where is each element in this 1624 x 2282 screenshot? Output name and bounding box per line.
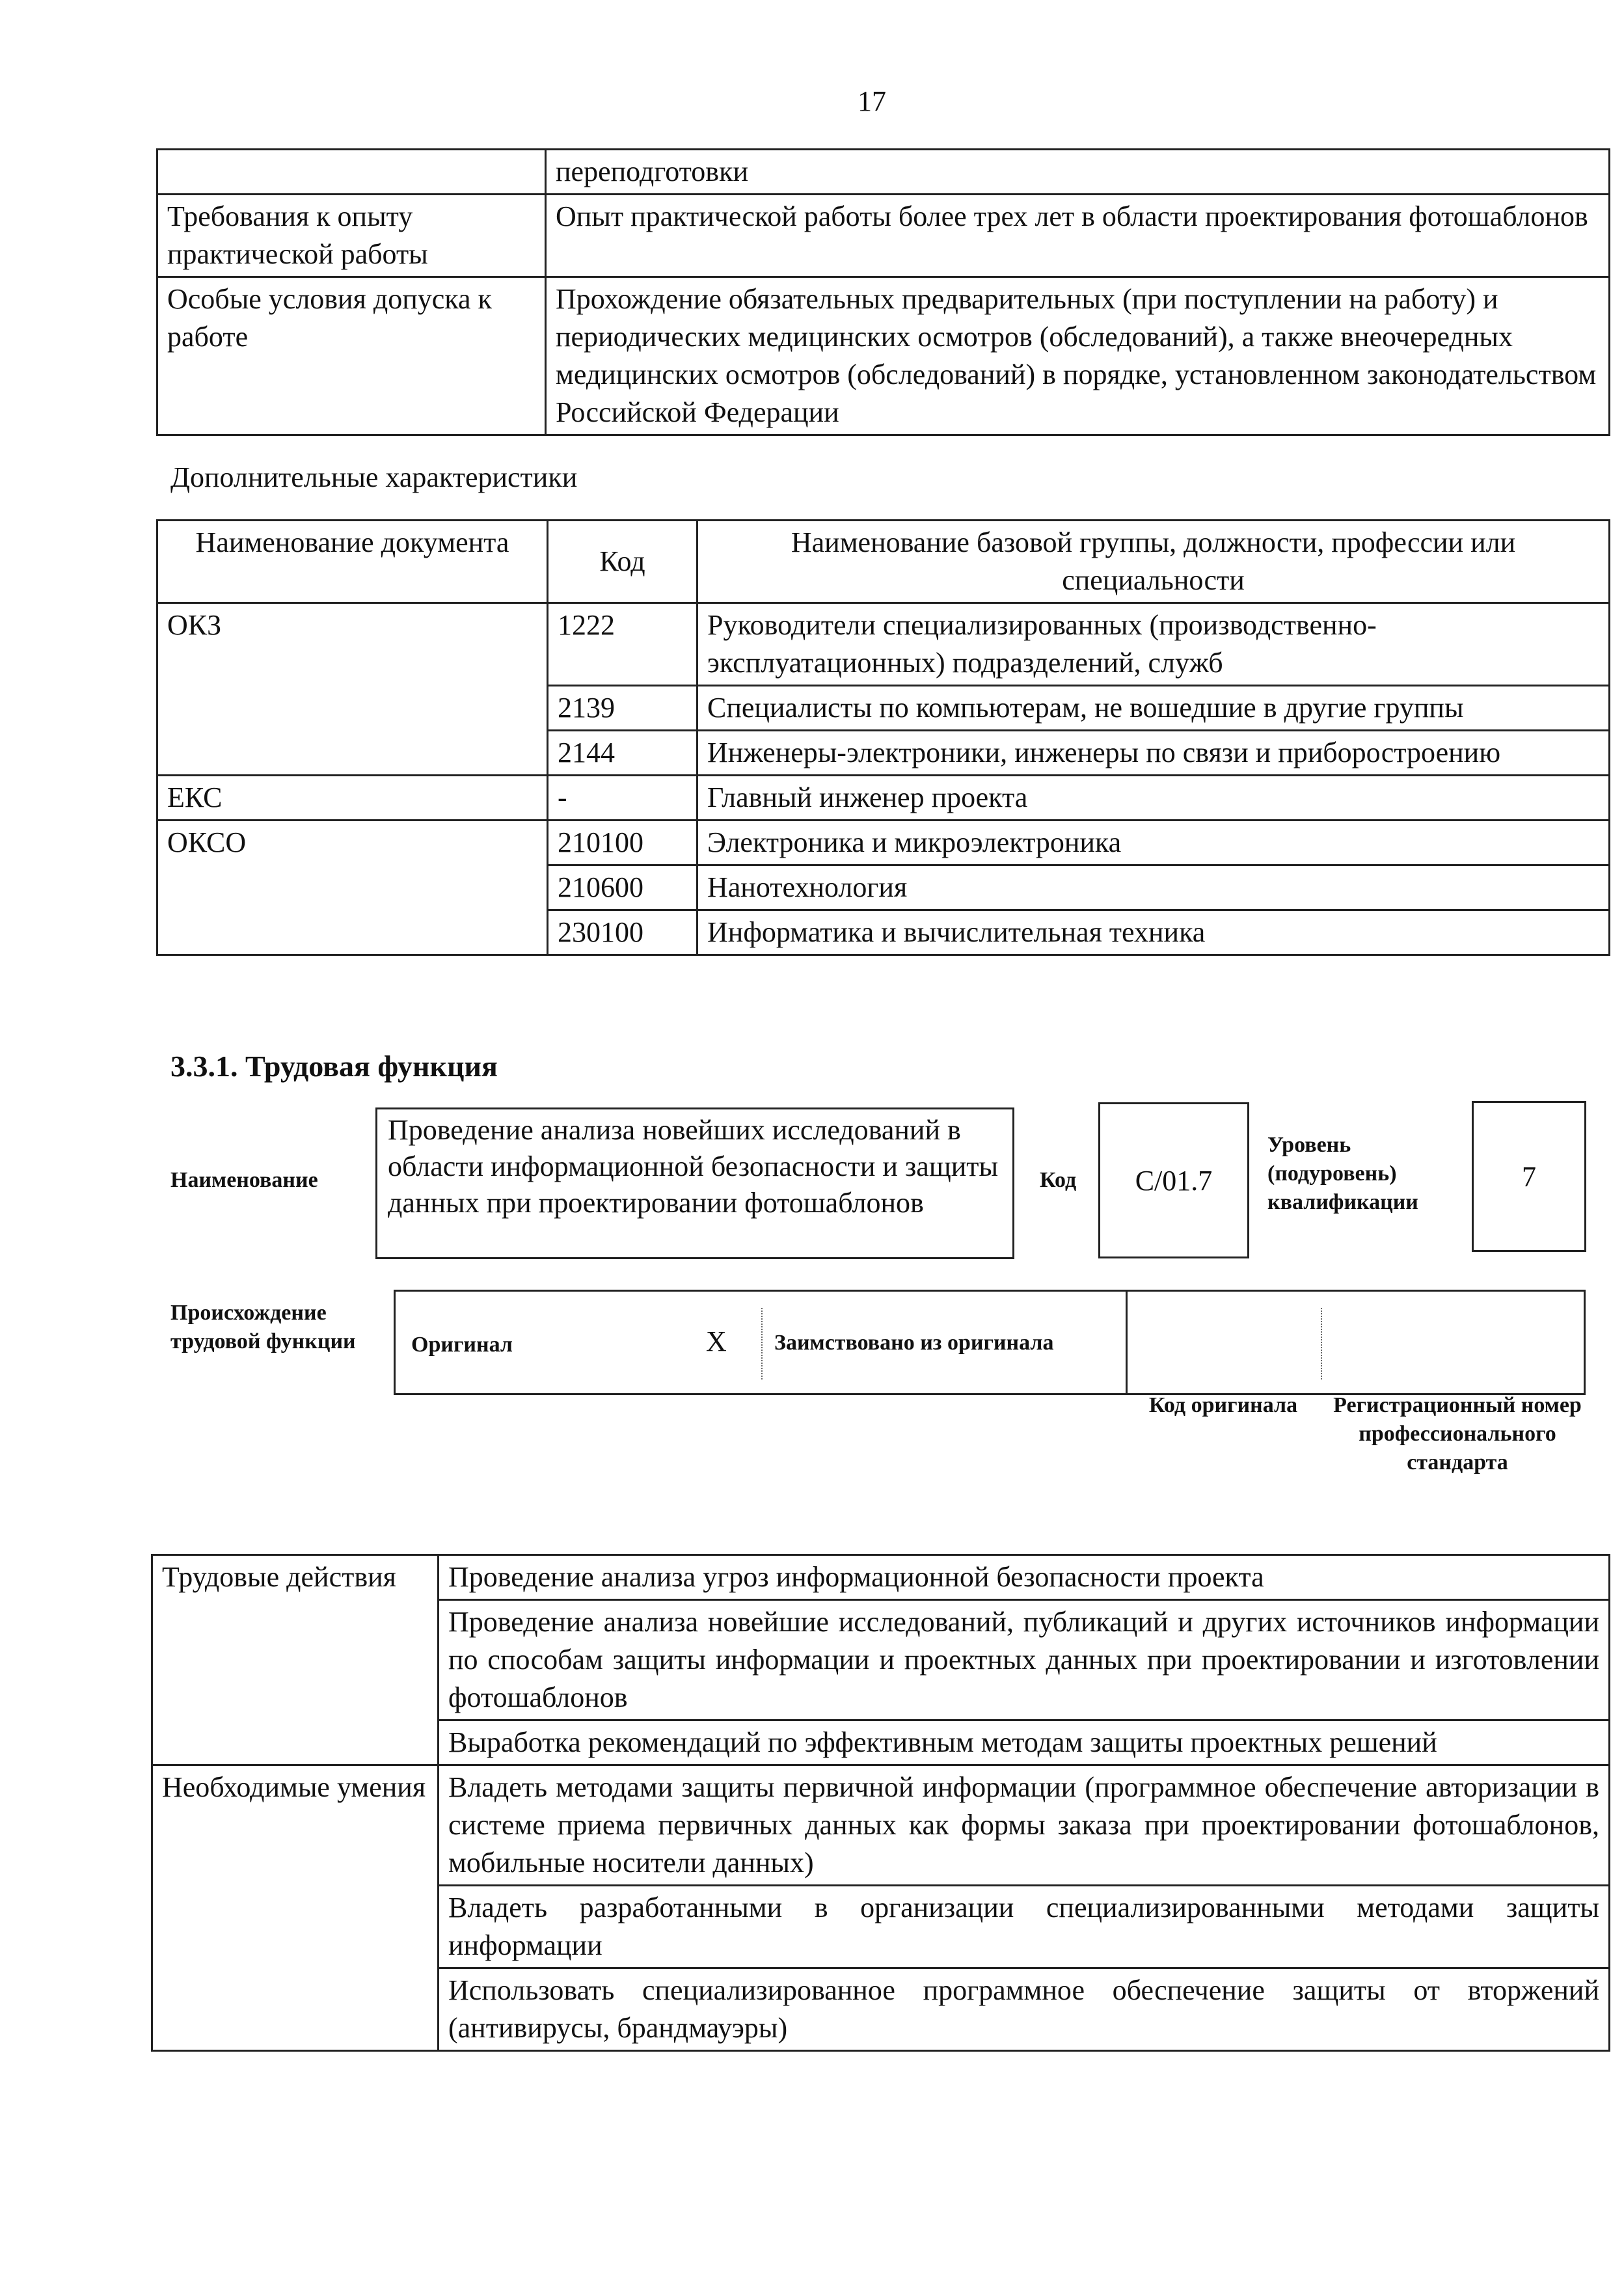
code-box <box>1098 1102 1249 1258</box>
name-cell: Руководители специализированных (производственно-эксплуатационных) подразделений, служб <box>697 603 1610 686</box>
code-original-label: Код оригинала <box>1148 1393 1298 1417</box>
details-label: Необходимые умения <box>152 1765 439 2051</box>
details-item: Использовать специализированное программное обеспечение защиты от вторжений (антивирусы, брандмауэры) <box>439 1968 1610 2051</box>
table-row <box>157 150 1610 195</box>
level-value: 7 <box>1522 1160 1536 1193</box>
level-label: Уровень (подуровень) квалификации <box>1267 1133 1418 1214</box>
top-row-label: Требования к опыту практической работы <box>157 195 546 277</box>
table-header-row <box>157 521 1610 603</box>
details-label: Трудовые действия <box>152 1555 439 1765</box>
header-document: Наименование документа <box>157 521 548 603</box>
borrowed-label: Заимствовано из оригинала <box>774 1331 1054 1355</box>
origin-label: Происхождение трудовой функции <box>170 1301 356 1353</box>
additional-heading: Дополнительные характеристики <box>170 461 578 493</box>
name-cell: Нанотехнология <box>697 865 1610 910</box>
details-item: Проведение анализа новейшие исследований, публикаций и других источников информации по способам защиты информации и проектных данных при проектировании и изготовлении фотошаблонов <box>439 1600 1610 1720</box>
table-row <box>157 195 1610 277</box>
top-row-value: Опыт практической работы более трех лет в области проектирования фотошаблонов <box>546 195 1610 277</box>
additional-table <box>156 519 1610 956</box>
code-label: Код <box>1040 1168 1077 1192</box>
table-row <box>152 1555 1610 1600</box>
code-cell: 210600 <box>548 865 697 910</box>
code-value: C/01.7 <box>1135 1164 1213 1197</box>
code-cell: 230100 <box>548 910 697 955</box>
table-row <box>157 821 1610 865</box>
details-item: Владеть методами защиты первичной информации (программное обеспечение авторизации в системе приема первичных данных как формы заказа при проектировании фотошаблонов, мобильные носители данных) <box>439 1765 1610 1886</box>
name-cell: Информатика и вычислительная техника <box>697 910 1610 955</box>
code-cell: - <box>548 776 697 821</box>
doc-cell: ЕКС <box>157 776 548 821</box>
code-cell: 1222 <box>548 603 697 686</box>
reg-number-label: Регистрационный номер профессионального стандарта <box>1333 1393 1582 1474</box>
original-mark: X <box>706 1325 727 1357</box>
top-row-label <box>157 150 546 195</box>
top-row-value: Прохождение обязательных предварительных (при поступлении на работу) и периодических медицинских осмотров (обследований), а также внеочередных медицинских осмотров (обследований) в порядке, установленном законодательством Российской Федерации <box>546 277 1610 435</box>
origin-divider-2 <box>1126 1290 1128 1395</box>
name-cell: Главный инженер проекта <box>697 776 1610 821</box>
function-title: 3.3.1. Трудовая функция <box>170 1050 498 1083</box>
code-cell: 2144 <box>548 731 697 776</box>
origin-divider-3 <box>1321 1308 1322 1379</box>
code-cell: 210100 <box>548 821 697 865</box>
doc-cell: ОКСО <box>157 821 548 955</box>
name-label: Наименование <box>170 1168 318 1192</box>
top-row-value: переподготовки <box>546 150 1610 195</box>
function-name-box <box>375 1107 1014 1259</box>
table-row <box>157 277 1610 435</box>
doc-cell: ОКЗ <box>157 603 548 776</box>
page-number: 17 <box>858 85 886 117</box>
origin-divider-1 <box>761 1308 763 1379</box>
table-row <box>157 603 1610 686</box>
details-item: Владеть разработанными в организации специализированными методами защиты информации <box>439 1886 1610 1968</box>
details-item: Проведение анализа угроз информационной безопасности проекта <box>439 1555 1610 1600</box>
level-box <box>1472 1101 1586 1252</box>
top-table <box>156 148 1610 436</box>
function-name-value: Проведение анализа новейших исследований в области информационной безопасности и защиты данных при проектировании фотошаблонов <box>388 1114 999 1219</box>
name-cell: Специалисты по компьютерам, не вошедшие в другие группы <box>697 686 1610 731</box>
details-table <box>151 1554 1610 2052</box>
original-label: Оригинал <box>411 1333 513 1357</box>
table-row <box>157 776 1610 821</box>
details-item: Выработка рекомендаций по эффективным методам защиты проектных решений <box>439 1720 1610 1765</box>
name-cell: Инженеры-электроники, инженеры по связи и приборостроению <box>697 731 1610 776</box>
top-row-label: Особые условия допуска к работе <box>157 277 546 435</box>
table-row <box>152 1765 1610 1886</box>
header-group-name: Наименование базовой группы, должности, профессии или специальности <box>697 521 1610 603</box>
code-cell: 2139 <box>548 686 697 731</box>
header-code: Код <box>548 521 697 603</box>
name-cell: Электроника и микроэлектроника <box>697 821 1610 865</box>
